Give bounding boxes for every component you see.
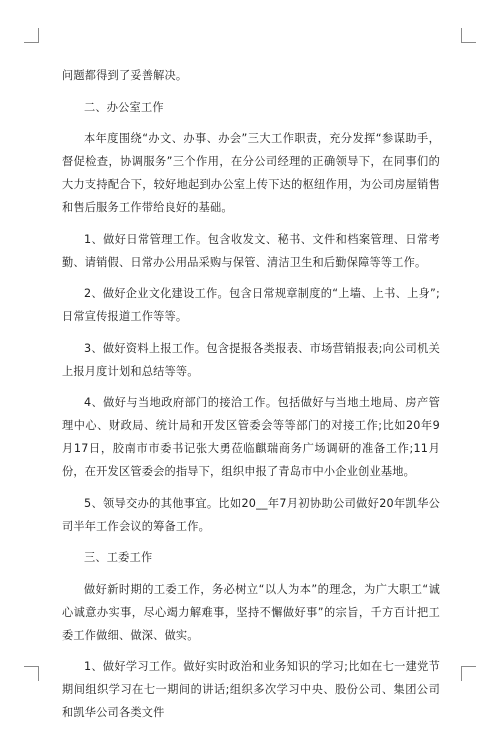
paragraph: 3、做好资料上报工作。包含提报各类报表、市场营销报表;向公司机关上报月度计划和总结等等。 bbox=[62, 341, 440, 378]
paragraph: 本年度围绕“办文、办事、办会”三大工作职责，充分发挥“参谋助手，督促检查，协调服务”三个作用，在分公司经理的正确领导下，在同事们的大力支持配合下，较好地起到办公室上传下达的枢纽作用，为公司房屋销售和售后服务工作带给良好的基础。 bbox=[62, 132, 440, 214]
crop-mark-top-left bbox=[24, 28, 39, 43]
paragraph: 1、做好学习工作。做好实时政治和业务知识的学习;比如在七一建党节期间组织学习在七一期间的讲话;组织多次学习中央、股份公司、集团公司和凯华公司各类文件 bbox=[62, 660, 440, 719]
paragraph: 2、做好企业文化建设工作。包含日常规章制度的“上墙、上书、上身”;日常宣传报道工作等等。 bbox=[62, 287, 440, 323]
paragraph: 问题都得到了妥善解决。 bbox=[62, 69, 188, 82]
paragraph: 1、做好日常管理工作。包含收发文、秘书、文件和档案管理、日常考勤、请销假、日常办公用品采购与保管、清洁卫生和后勤保障等等工作。 bbox=[62, 232, 440, 269]
document-body bbox=[62, 64, 440, 730]
crop-mark-top-right bbox=[461, 28, 476, 43]
crop-mark-bottom-left bbox=[24, 666, 39, 681]
section-heading-union: 三、工委工作 bbox=[84, 551, 153, 564]
crop-mark-bottom-right bbox=[461, 666, 476, 681]
paragraph: 4、做好与当地政府部门的接洽工作。包括做好与当地土地局、房产管理中心、财政局、统计局和开发区管委会等等部门的对接工作;比如20年9月17日，胶南市市委书记张大勇莅临麒瑞商务广场调研的准备工作;11月份，在开发区管委会的指导下，组织申报了青岛市中小企业创业基地。 bbox=[62, 396, 440, 478]
section-heading-office: 二、办公室工作 bbox=[84, 100, 164, 114]
paragraph: 5、领导交办的其他事宜。比如20__年7月初协助公司做好20年凯华公司半年工作会议的筹备工作。 bbox=[62, 496, 440, 533]
paragraph: 做好新时期的工委工作，务必树立“以人为本”的理念，为广大职工“诚心诚意办实事，尽心竭力解难事，坚持不懈做好事”的宗旨，千方百计把工委工作做细、做深、做实。 bbox=[62, 582, 440, 642]
